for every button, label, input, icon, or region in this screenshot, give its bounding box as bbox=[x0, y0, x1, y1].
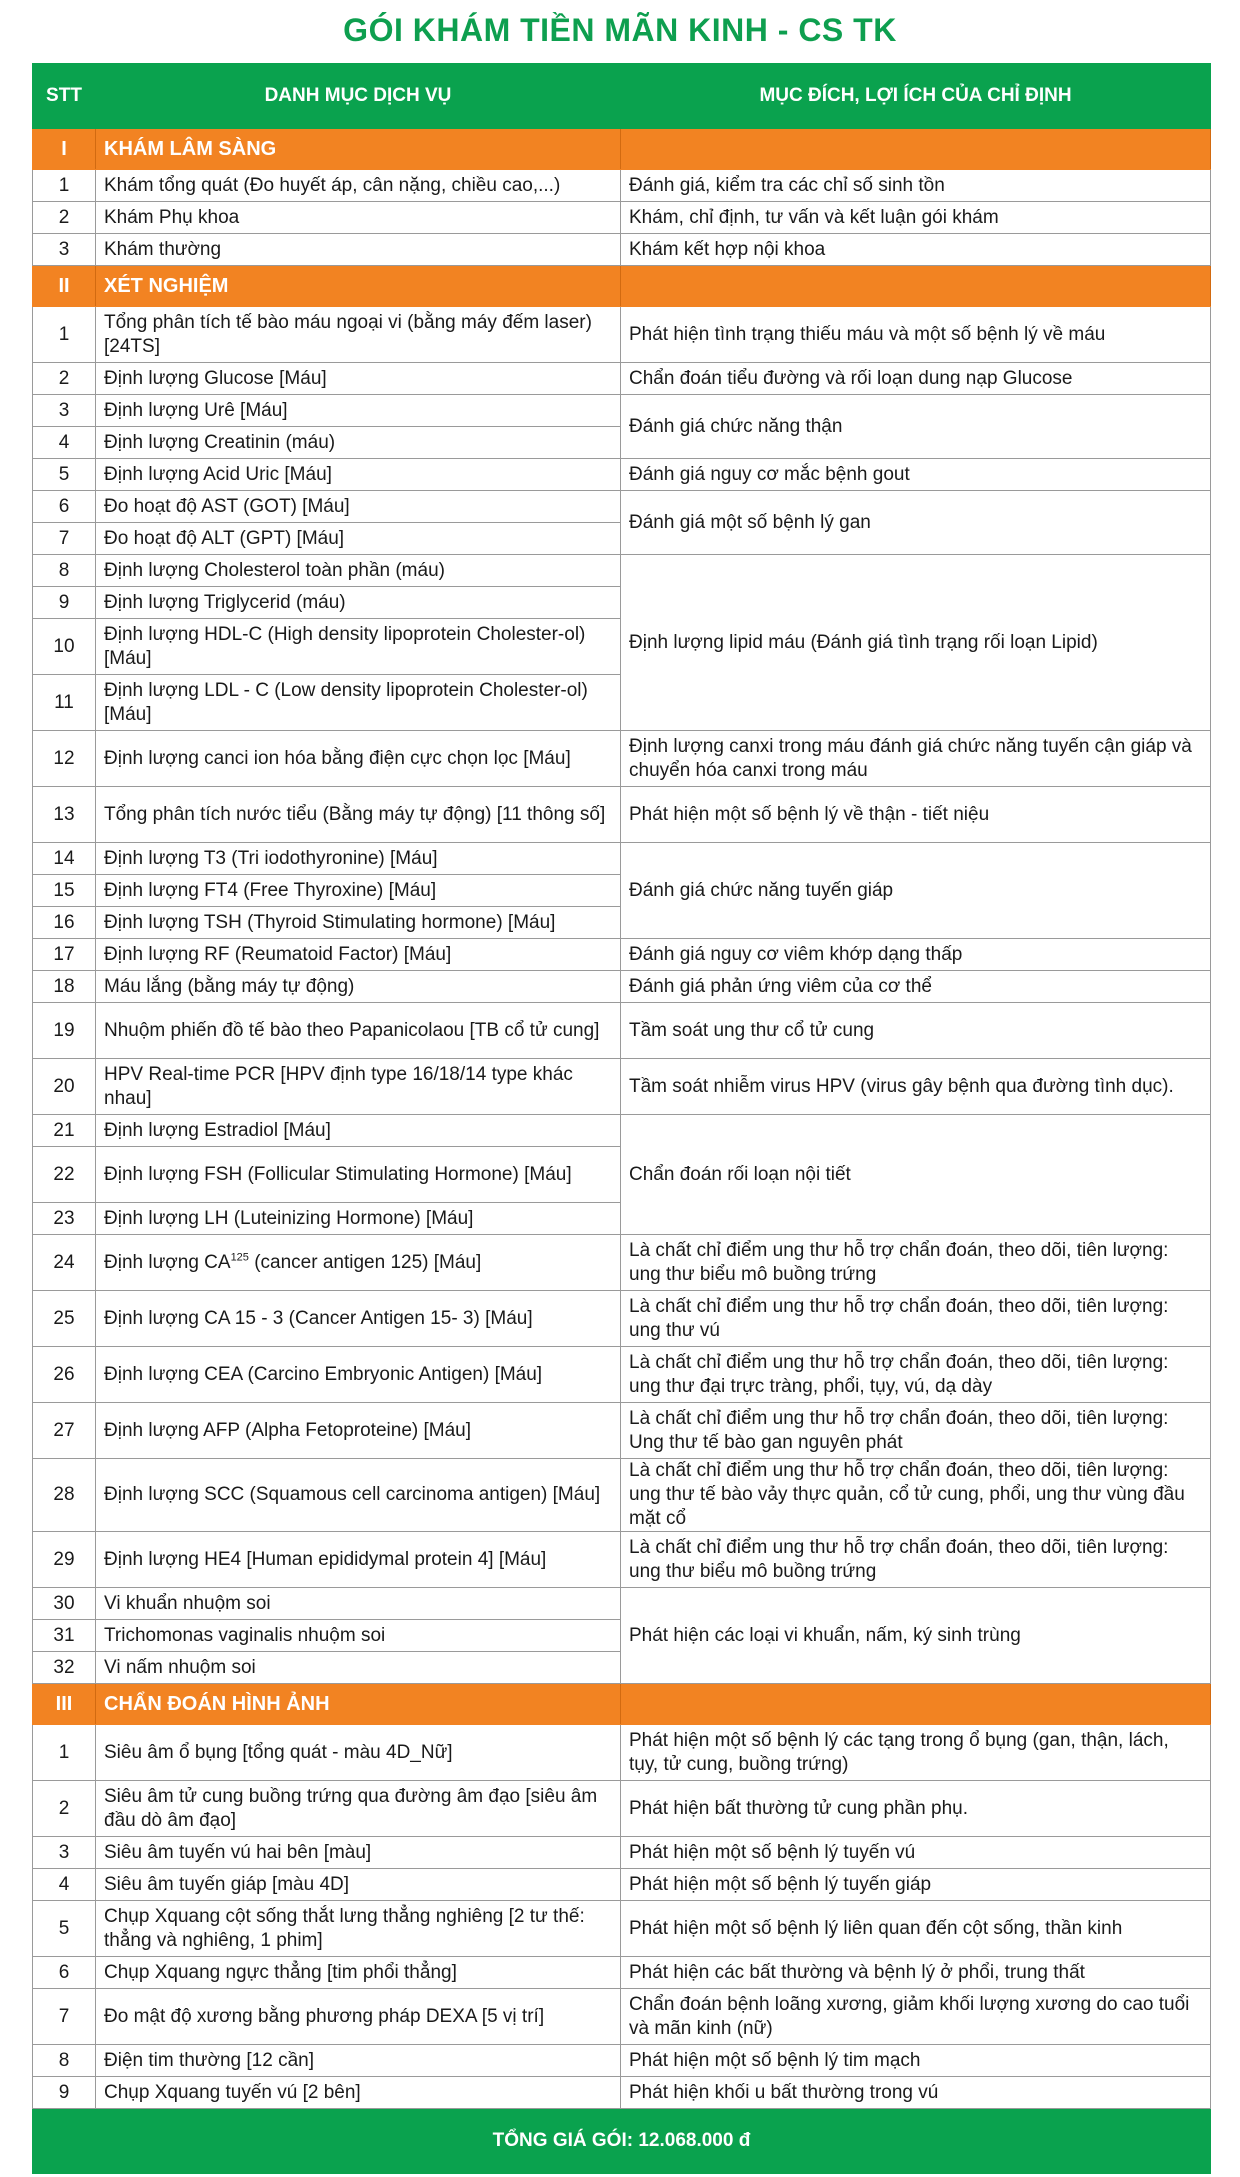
row-stt: 15 bbox=[33, 875, 96, 907]
table-row bbox=[33, 1837, 1211, 1869]
row-stt: 24 bbox=[33, 1235, 96, 1291]
table-row bbox=[33, 363, 1211, 395]
row-service: Đo hoạt độ ALT (GPT) [Máu] bbox=[96, 523, 621, 555]
row-service: Định lượng LDL - C (Low density lipoprotein Cholester-ol) [Máu] bbox=[96, 675, 621, 731]
row-stt: 19 bbox=[33, 1003, 96, 1059]
row-purpose-merged: Định lượng lipid máu (Đánh giá tình trạng rối loạn Lipid) bbox=[621, 555, 1211, 731]
row-service: Định lượng canci ion hóa bằng điện cực chọn lọc [Máu] bbox=[96, 731, 621, 787]
header-service: DANH MỤC DỊCH VỤ bbox=[96, 64, 621, 129]
row-service: Định lượng Acid Uric [Máu] bbox=[96, 459, 621, 491]
row-stt: 1 bbox=[33, 1725, 96, 1781]
row-service: Định lượng T3 (Tri iodothyronine) [Máu] bbox=[96, 843, 621, 875]
row-stt: 26 bbox=[33, 1347, 96, 1403]
row-purpose: Phát hiện một số bệnh lý tuyến giáp bbox=[621, 1869, 1211, 1901]
row-stt: 23 bbox=[33, 1203, 96, 1235]
row-purpose: Khám kết hợp nội khoa bbox=[621, 234, 1211, 266]
row-service: Định lượng AFP (Alpha Fetoproteine) [Máu] bbox=[96, 1403, 621, 1459]
row-stt: 17 bbox=[33, 939, 96, 971]
row-service: Định lượng Glucose [Máu] bbox=[96, 363, 621, 395]
row-service: Định lượng HDL-C (High density lipoprotein Cholester-ol) [Máu] bbox=[96, 619, 621, 675]
row-stt: 7 bbox=[33, 523, 96, 555]
row-service: Định lượng RF (Reumatoid Factor) [Máu] bbox=[96, 939, 621, 971]
row-stt: 2 bbox=[33, 202, 96, 234]
table-row bbox=[33, 1235, 1211, 1291]
row-stt: 9 bbox=[33, 2077, 96, 2109]
table-row bbox=[33, 170, 1211, 202]
service-suffix: (cancer antigen 125) [Máu] bbox=[248, 1251, 482, 1273]
row-purpose: Phát hiện khối u bất thường trong vú bbox=[621, 2077, 1211, 2109]
row-service: Khám tổng quát (Đo huyết áp, cân nặng, chiều cao,...) bbox=[96, 170, 621, 202]
table-row bbox=[33, 1003, 1211, 1059]
row-purpose: Chẩn đoán tiểu đường và rối loạn dung nạp Glucose bbox=[621, 363, 1211, 395]
row-purpose: Định lượng canxi trong máu đánh giá chức năng tuyến cận giáp và chuyển hóa canxi trong máu bbox=[621, 731, 1211, 787]
row-stt: 2 bbox=[33, 1781, 96, 1837]
row-service: Siêu âm ổ bụng [tổng quát - màu 4D_Nữ] bbox=[96, 1725, 621, 1781]
table-row bbox=[33, 787, 1211, 843]
row-purpose: Đánh giá phản ứng viêm của cơ thể bbox=[621, 971, 1211, 1003]
row-service: Máu lắng (bằng máy tự động) bbox=[96, 971, 621, 1003]
row-service: Định lượng Cholesterol toàn phần (máu) bbox=[96, 555, 621, 587]
row-service: Tổng phân tích nước tiểu (Bằng máy tự động) [11 thông số] bbox=[96, 787, 621, 843]
row-purpose-merged: Đánh giá chức năng tuyến giáp bbox=[621, 843, 1211, 939]
row-stt: 12 bbox=[33, 731, 96, 787]
row-stt: 5 bbox=[33, 459, 96, 491]
service-package-table bbox=[32, 63, 1211, 2174]
row-purpose: Phát hiện một số bệnh lý tuyến vú bbox=[621, 1837, 1211, 1869]
row-service: Định lượng LH (Luteinizing Hormone) [Máu] bbox=[96, 1203, 621, 1235]
header-stt: STT bbox=[33, 64, 96, 129]
row-stt: 11 bbox=[33, 675, 96, 731]
row-service bbox=[96, 1235, 621, 1291]
table-row bbox=[33, 555, 1211, 587]
row-stt: 6 bbox=[33, 1957, 96, 1989]
table-row bbox=[33, 395, 1211, 427]
table-row bbox=[33, 939, 1211, 971]
table-row bbox=[33, 234, 1211, 266]
row-purpose: Là chất chỉ điểm ung thư hỗ trợ chẩn đoán, theo dõi, tiên lượng: ung thư đại trực tràng, phổi, tụy, vú, dạ dày bbox=[621, 1347, 1211, 1403]
table-row bbox=[33, 2045, 1211, 2077]
row-service: Siêu âm tuyến vú hai bên [màu] bbox=[96, 1837, 621, 1869]
service-superscript: 125 bbox=[230, 1251, 249, 1264]
table-row bbox=[33, 1957, 1211, 1989]
section-title: CHẨN ĐOÁN HÌNH ẢNH bbox=[96, 1684, 621, 1725]
table-row bbox=[33, 1115, 1211, 1147]
row-purpose-merged: Chẩn đoán rối loạn nội tiết bbox=[621, 1115, 1211, 1235]
row-service: Siêu âm tử cung buồng trứng qua đường âm đạo [siêu âm đầu dò âm đạo] bbox=[96, 1781, 621, 1837]
section-numeral: II bbox=[33, 266, 96, 307]
row-purpose: Phát hiện tình trạng thiếu máu và một số bệnh lý về máu bbox=[621, 307, 1211, 363]
row-stt: 6 bbox=[33, 491, 96, 523]
row-stt: 30 bbox=[33, 1588, 96, 1620]
table-row bbox=[33, 1532, 1211, 1588]
row-stt: 4 bbox=[33, 427, 96, 459]
table-row bbox=[33, 1725, 1211, 1781]
table-row bbox=[33, 1059, 1211, 1115]
table-row bbox=[33, 1403, 1211, 1459]
row-stt: 1 bbox=[33, 307, 96, 363]
row-stt: 2 bbox=[33, 363, 96, 395]
section-row-kham-lam-sang bbox=[33, 129, 1211, 170]
section-title: KHÁM LÂM SÀNG bbox=[96, 129, 621, 170]
row-service: HPV Real-time PCR [HPV định type 16/18/14 type khác nhau] bbox=[96, 1059, 621, 1115]
table-row bbox=[33, 1291, 1211, 1347]
table-row bbox=[33, 1459, 1211, 1532]
row-service: Khám Phụ khoa bbox=[96, 202, 621, 234]
row-stt: 18 bbox=[33, 971, 96, 1003]
row-stt: 16 bbox=[33, 907, 96, 939]
row-purpose: Là chất chỉ điểm ung thư hỗ trợ chẩn đoán, theo dõi, tiên lượng: ung thư biểu mô buồng trứng bbox=[621, 1532, 1211, 1588]
row-service: Nhuộm phiến đồ tế bào theo Papanicolaou [TB cổ tử cung] bbox=[96, 1003, 621, 1059]
row-stt: 20 bbox=[33, 1059, 96, 1115]
row-service: Khám thường bbox=[96, 234, 621, 266]
row-stt: 28 bbox=[33, 1459, 96, 1532]
table-row bbox=[33, 1781, 1211, 1837]
section-empty bbox=[621, 1684, 1211, 1725]
section-title: XÉT NGHIỆM bbox=[96, 266, 621, 307]
row-service: Định lượng FSH (Follicular Stimulating Hormone) [Máu] bbox=[96, 1147, 621, 1203]
row-purpose: Đánh giá, kiểm tra các chỉ số sinh tồn bbox=[621, 170, 1211, 202]
row-purpose-merged: Phát hiện các loại vi khuẩn, nấm, ký sinh trùng bbox=[621, 1588, 1211, 1684]
table-row bbox=[33, 1869, 1211, 1901]
row-stt: 29 bbox=[33, 1532, 96, 1588]
row-service: Điện tim thường [12 cần] bbox=[96, 2045, 621, 2077]
row-service: Định lượng SCC (Squamous cell carcinoma antigen) [Máu] bbox=[96, 1459, 621, 1532]
row-purpose: Phát hiện một số bệnh lý tim mạch bbox=[621, 2045, 1211, 2077]
row-purpose: Là chất chỉ điểm ung thư hỗ trợ chẩn đoán, theo dõi, tiên lượng: ung thư biểu mô buồng trứng bbox=[621, 1235, 1211, 1291]
row-purpose: Phát hiện một số bệnh lý về thận - tiết niệu bbox=[621, 787, 1211, 843]
row-service: Siêu âm tuyến giáp [màu 4D] bbox=[96, 1869, 621, 1901]
table-row bbox=[33, 2077, 1211, 2109]
table-row bbox=[33, 1347, 1211, 1403]
service-prefix: Định lượng CA bbox=[104, 1251, 231, 1273]
row-service: Định lượng Urê [Máu] bbox=[96, 395, 621, 427]
row-purpose: Chẩn đoán bệnh loãng xương, giảm khối lượng xương do cao tuổi và mãn kinh (nữ) bbox=[621, 1989, 1211, 2045]
row-purpose: Phát hiện bất thường tử cung phần phụ. bbox=[621, 1781, 1211, 1837]
row-stt: 14 bbox=[33, 843, 96, 875]
row-stt: 32 bbox=[33, 1652, 96, 1684]
row-stt: 8 bbox=[33, 555, 96, 587]
row-purpose: Là chất chỉ điểm ung thư hỗ trợ chẩn đoán, theo dõi, tiên lượng: Ung thư tế bào gan nguyên phát bbox=[621, 1403, 1211, 1459]
row-stt: 3 bbox=[33, 234, 96, 266]
row-purpose: Tầm soát ung thư cổ tử cung bbox=[621, 1003, 1211, 1059]
row-purpose: Phát hiện một số bệnh lý liên quan đến cột sống, thần kinh bbox=[621, 1901, 1211, 1957]
row-stt: 4 bbox=[33, 1869, 96, 1901]
row-service: Định lượng CA 15 - 3 (Cancer Antigen 15- 3) [Máu] bbox=[96, 1291, 621, 1347]
table-header-row bbox=[33, 64, 1211, 129]
section-numeral: I bbox=[33, 129, 96, 170]
row-service: Định lượng HE4 [Human epididymal protein 4] [Máu] bbox=[96, 1532, 621, 1588]
table-row bbox=[33, 1989, 1211, 2045]
row-stt: 22 bbox=[33, 1147, 96, 1203]
row-stt: 7 bbox=[33, 1989, 96, 2045]
row-service: Chụp Xquang tuyến vú [2 bên] bbox=[96, 2077, 621, 2109]
row-service: Định lượng FT4 (Free Thyroxine) [Máu] bbox=[96, 875, 621, 907]
table-row bbox=[33, 731, 1211, 787]
row-service: Tổng phân tích tế bào máu ngoại vi (bằng máy đếm laser) [24TS] bbox=[96, 307, 621, 363]
table-row bbox=[33, 491, 1211, 523]
row-service: Định lượng Creatinin (máu) bbox=[96, 427, 621, 459]
total-price: TỔNG GIÁ GÓI: 12.068.000 đ bbox=[33, 2109, 1211, 2174]
row-service: Định lượng Triglycerid (máu) bbox=[96, 587, 621, 619]
row-service: Đo mật độ xương bằng phương pháp DEXA [5 vị trí] bbox=[96, 1989, 621, 2045]
row-purpose-merged: Đánh giá một số bệnh lý gan bbox=[621, 491, 1211, 555]
row-stt: 27 bbox=[33, 1403, 96, 1459]
row-stt: 13 bbox=[33, 787, 96, 843]
row-stt: 3 bbox=[33, 1837, 96, 1869]
section-empty bbox=[621, 129, 1211, 170]
row-service: Chụp Xquang ngực thẳng [tim phổi thẳng] bbox=[96, 1957, 621, 1989]
row-purpose: Phát hiện một số bệnh lý các tạng trong ổ bụng (gan, thận, lách, tụy, tử cung, buồng trứng) bbox=[621, 1725, 1211, 1781]
row-service: Vi nấm nhuộm soi bbox=[96, 1652, 621, 1684]
row-service: Định lượng TSH (Thyroid Stimulating hormone) [Máu] bbox=[96, 907, 621, 939]
row-service: Định lượng CEA (Carcino Embryonic Antigen) [Máu] bbox=[96, 1347, 621, 1403]
header-purpose: MỤC ĐÍCH, LỢI ÍCH CỦA CHỈ ĐỊNH bbox=[621, 64, 1211, 129]
row-stt: 3 bbox=[33, 395, 96, 427]
table-row bbox=[33, 459, 1211, 491]
row-purpose: Đánh giá nguy cơ mắc bệnh gout bbox=[621, 459, 1211, 491]
row-service: Chụp Xquang cột sống thắt lưng thẳng nghiêng [2 tư thế: thẳng và nghiêng, 1 phim] bbox=[96, 1901, 621, 1957]
row-purpose: Là chất chỉ điểm ung thư hỗ trợ chẩn đoán, theo dõi, tiên lượng: ung thư tế bào vảy thực quản, cổ tử cung, phổi, ung thư vùng đầu mặt cổ bbox=[621, 1459, 1211, 1532]
row-service: Vi khuẩn nhuộm soi bbox=[96, 1588, 621, 1620]
section-row-xet-nghiem bbox=[33, 266, 1211, 307]
row-purpose: Khám, chỉ định, tư vấn và kết luận gói khám bbox=[621, 202, 1211, 234]
row-service: Trichomonas vaginalis nhuộm soi bbox=[96, 1620, 621, 1652]
row-stt: 31 bbox=[33, 1620, 96, 1652]
section-empty bbox=[621, 266, 1211, 307]
row-stt: 8 bbox=[33, 2045, 96, 2077]
table-row bbox=[33, 1588, 1211, 1620]
section-numeral: III bbox=[33, 1684, 96, 1725]
table-row bbox=[33, 202, 1211, 234]
row-stt: 9 bbox=[33, 587, 96, 619]
table-row bbox=[33, 843, 1211, 875]
total-price-row bbox=[33, 2109, 1211, 2174]
row-purpose: Là chất chỉ điểm ung thư hỗ trợ chẩn đoán, theo dõi, tiên lượng: ung thư vú bbox=[621, 1291, 1211, 1347]
table-row bbox=[33, 307, 1211, 363]
row-purpose: Tầm soát nhiễm virus HPV (virus gây bệnh qua đường tình dục). bbox=[621, 1059, 1211, 1115]
row-service: Định lượng Estradiol [Máu] bbox=[96, 1115, 621, 1147]
row-stt: 1 bbox=[33, 170, 96, 202]
page-title: GÓI KHÁM TIỀN MÃN KINH - CS TK bbox=[343, 12, 897, 48]
row-purpose: Phát hiện các bất thường và bệnh lý ở phổi, trung thất bbox=[621, 1957, 1211, 1989]
row-service: Đo hoạt độ AST (GOT) [Máu] bbox=[96, 491, 621, 523]
row-stt: 25 bbox=[33, 1291, 96, 1347]
row-stt: 5 bbox=[33, 1901, 96, 1957]
row-stt: 21 bbox=[33, 1115, 96, 1147]
table-row bbox=[33, 971, 1211, 1003]
row-purpose-merged: Đánh giá chức năng thận bbox=[621, 395, 1211, 459]
row-purpose: Đánh giá nguy cơ viêm khớp dạng thấp bbox=[621, 939, 1211, 971]
row-stt: 10 bbox=[33, 619, 96, 675]
table-row bbox=[33, 1901, 1211, 1957]
section-row-chan-doan-hinh-anh bbox=[33, 1684, 1211, 1725]
